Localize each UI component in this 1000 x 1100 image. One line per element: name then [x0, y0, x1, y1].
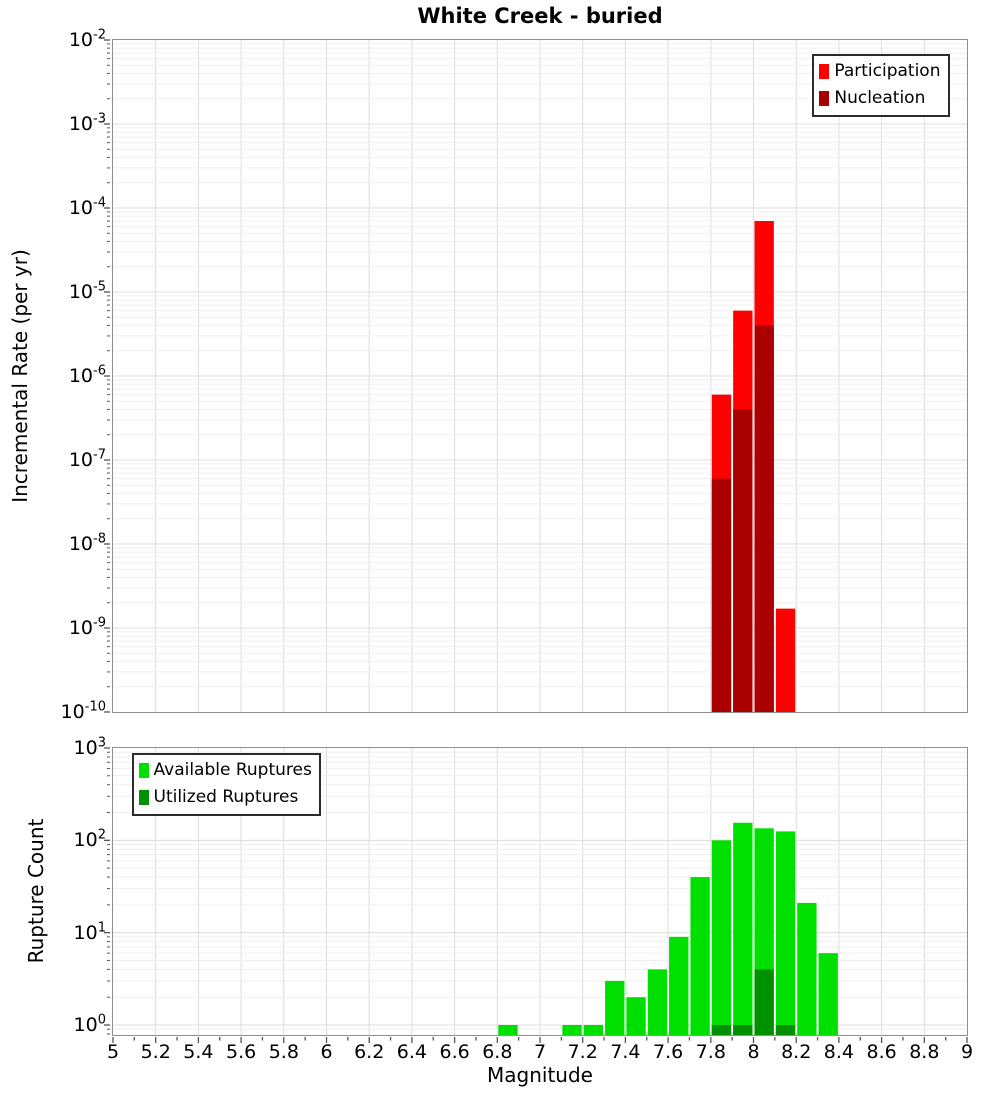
utilized-ruptures-swatch [139, 790, 149, 805]
x-tick-label: 8.2 [781, 1041, 812, 1063]
bar [647, 969, 666, 1035]
y-tick-label: $10^3$ [73, 735, 106, 759]
bar [733, 1024, 752, 1034]
x-tick-label: 5.2 [140, 1041, 171, 1063]
bar [605, 980, 624, 1034]
legend-item-utilized [139, 784, 312, 811]
x-tick-label: 5 [106, 1041, 120, 1063]
bar [498, 1024, 517, 1034]
bar [690, 877, 709, 1035]
legend-item-nucleation [819, 85, 940, 112]
x-tick-label: 5.6 [225, 1041, 257, 1063]
bottom-chart-legend [132, 753, 321, 816]
x-tick-label: 7.4 [610, 1041, 641, 1063]
bar [818, 953, 837, 1035]
bar [754, 325, 773, 712]
x-tick-label: 9 [960, 1041, 974, 1063]
x-tick-label: 6.6 [439, 1041, 470, 1063]
y-axis-tick-marks [104, 748, 110, 1034]
x-tick-label: 8 [747, 1041, 760, 1063]
x-tick-label: 5.4 [183, 1041, 214, 1063]
bar [711, 478, 730, 711]
bar [754, 969, 773, 1035]
bar [733, 822, 752, 1034]
top-chart-canvas [99, 40, 967, 722]
x-tick-label: 7.2 [567, 1041, 598, 1063]
y-tick-label: $10^{-8}$ [68, 531, 106, 555]
y-tick-label: $10^{-2}$ [68, 27, 106, 51]
y-tick-label: $10^{-6}$ [68, 363, 106, 387]
top-y-axis-label: Incremental Rate (per yr) [8, 249, 32, 503]
y-tick-label: $10^{-9}$ [68, 615, 106, 639]
available-ruptures-swatch [139, 763, 149, 778]
bottom-y-axis-label: Rupture Count [24, 818, 48, 964]
legend-label-nucleation: Nucleation [834, 87, 926, 108]
y-tick-label: $10^0$ [73, 1012, 106, 1036]
legend-label-participation: Participation [834, 60, 941, 81]
participation-swatch [819, 64, 829, 79]
y-tick-label: $10^2$ [73, 828, 106, 852]
y-tick-label: $10^1$ [73, 920, 106, 944]
y-tick-label: $10^{-3}$ [68, 111, 106, 135]
x-tick-label: 8.8 [909, 1041, 940, 1063]
top-chart-plot [112, 39, 968, 713]
nucleation-swatch [819, 91, 829, 106]
y-tick-label: $10^{-4}$ [68, 195, 106, 219]
legend-label-utilized: Utilized Ruptures [153, 786, 299, 807]
x-tick-label: 5.8 [268, 1041, 299, 1063]
bar [669, 936, 688, 1034]
bar [775, 1024, 794, 1034]
bar [562, 1024, 581, 1034]
bar [733, 409, 752, 712]
x-axis-label: Magnitude [487, 1063, 593, 1087]
bar [711, 1024, 730, 1034]
x-tick-label: 6.8 [482, 1041, 513, 1063]
y-tick-label: $10^{-7}$ [68, 447, 106, 471]
bar [775, 831, 794, 1035]
bar [711, 840, 730, 1035]
x-tick-label: 6 [320, 1041, 333, 1063]
x-tick-label: 6.2 [354, 1041, 385, 1063]
x-tick-label: 8.6 [866, 1041, 897, 1063]
y-tick-label: $10^{-5}$ [68, 279, 106, 303]
bar [583, 1024, 602, 1034]
legend-item-participation [819, 58, 940, 85]
chart-title: White Creek - buried [417, 4, 663, 28]
top-chart-legend [812, 54, 949, 117]
bottom-chart-plot [112, 747, 968, 1036]
bar [626, 997, 645, 1035]
x-tick-label: 7.8 [695, 1041, 726, 1063]
x-tick-label: 6.4 [396, 1041, 427, 1063]
legend-item-available [139, 757, 312, 784]
legend-label-available: Available Ruptures [153, 759, 312, 780]
y-tick-label: $10^{-10}$ [60, 699, 106, 723]
bar [797, 902, 816, 1034]
x-tick-label: 8.4 [823, 1041, 854, 1063]
x-tick-label: 7 [533, 1041, 547, 1063]
bar [775, 608, 794, 711]
x-tick-label: 7.6 [652, 1041, 684, 1063]
